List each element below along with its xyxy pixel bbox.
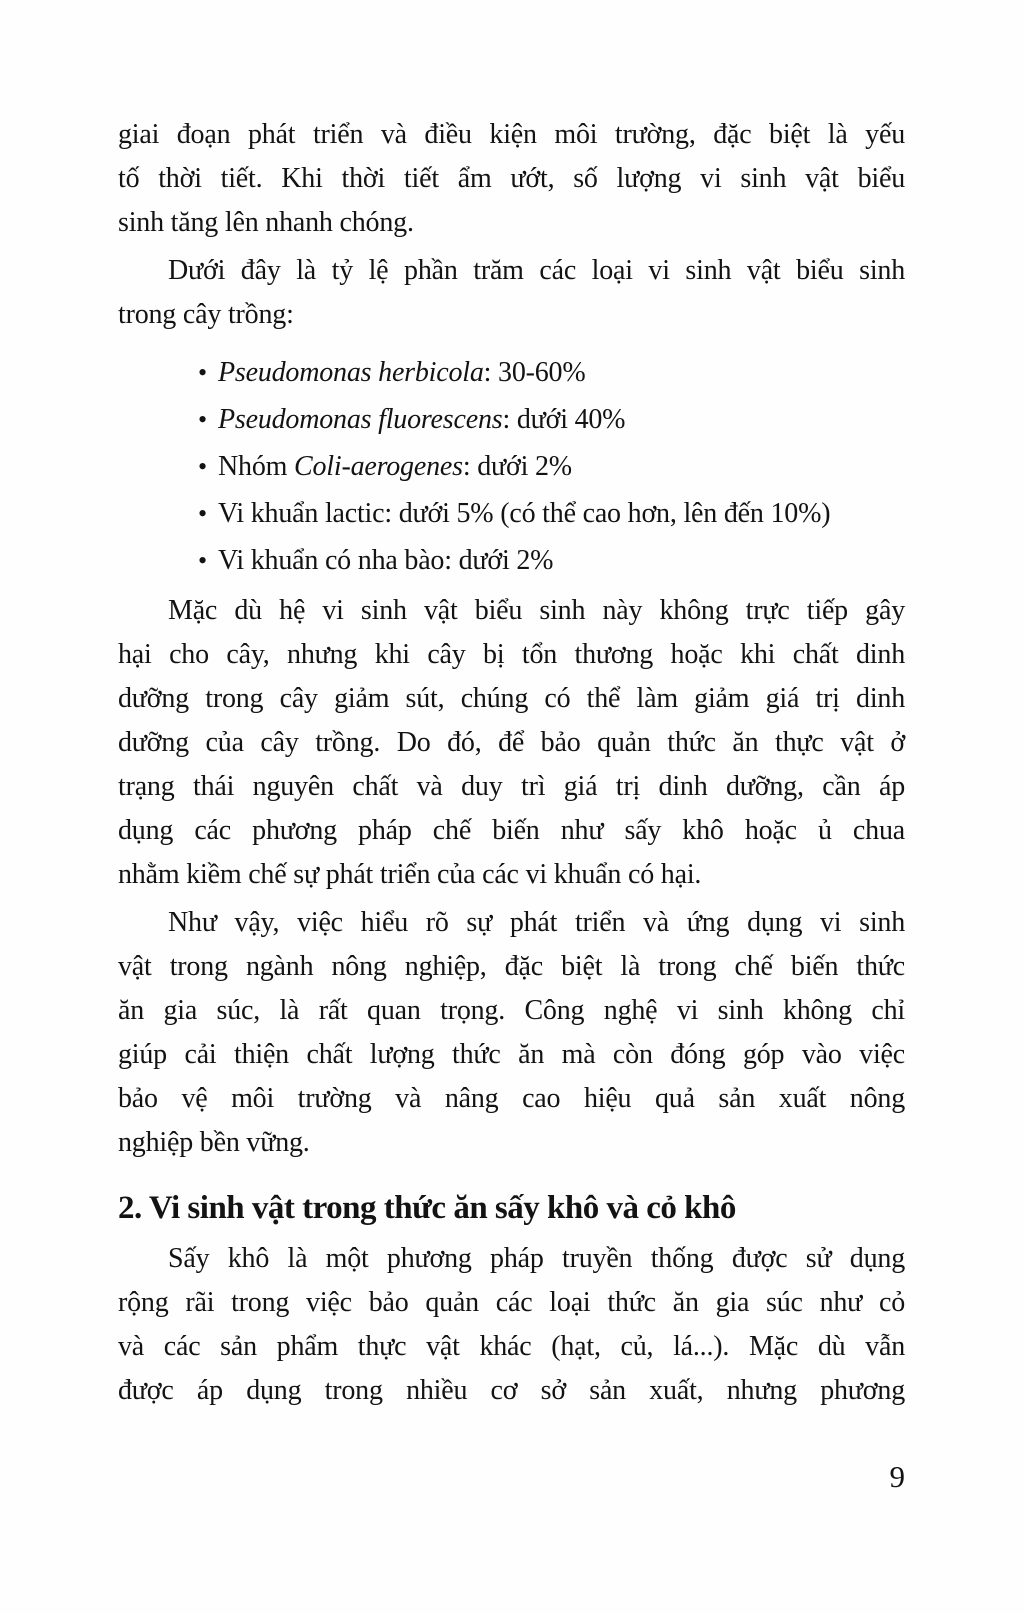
paragraph-4: [118, 901, 905, 1165]
list-item-text-pre: Vi khuẩn có nha bào: dưới 2%: [218, 545, 554, 576]
bullet-icon: •: [198, 546, 207, 575]
text-line: tố thời tiết. Khi thời tiết ẩm ướt, số lượng vi sinh vật biểu: [118, 163, 905, 194]
list-item-text-post: : dưới 40%: [502, 404, 626, 435]
paragraph-3: [118, 589, 905, 897]
text-line: nhằm kiềm chế sự phát triển của các vi khuẩn có hại.: [118, 859, 702, 890]
list-item-text-pre: Vi khuẩn lactic: dưới 5% (có thể cao hơn, lên đến 10%): [218, 498, 831, 529]
text-line: giai đoạn phát triển và điều kiện môi trường, đặc biệt là yếu: [118, 119, 905, 150]
text-line: dưỡng trong cây giảm sút, chúng có thể làm giảm giá trị dinh: [118, 683, 905, 714]
text-line: trong cây trồng:: [118, 299, 294, 330]
text-line: dụng các phương pháp chế biến như sấy khô hoặc ủ chua: [118, 815, 905, 846]
text-line: rộng rãi trong việc bảo quản các loại thức ăn gia súc như cỏ: [118, 1287, 905, 1318]
species-name: Pseudomonas fluorescens: [218, 404, 503, 435]
text-line: sinh tăng lên nhanh chóng.: [118, 207, 414, 238]
species-name: Pseudomonas herbicola: [218, 357, 484, 388]
list-item: [118, 351, 905, 395]
text-line: dưỡng của cây trồng. Do đó, để bảo quản thức ăn thực vật ở: [118, 727, 905, 758]
paragraph-1: [118, 113, 905, 245]
text-line: Mặc dù hệ vi sinh vật biểu sinh này không trực tiếp gây: [168, 595, 905, 626]
text-line: được áp dụng trong nhiều cơ sở sản xuất, nhưng phương: [118, 1375, 905, 1406]
text-line: trạng thái nguyên chất và duy trì giá trị dinh dưỡng, cần áp: [118, 771, 905, 802]
paragraph-5: [118, 1237, 905, 1413]
text-line: bảo vệ môi trường và nâng cao hiệu quả sản xuất nông: [118, 1083, 905, 1114]
text-line: vật trong ngành nông nghiệp, đặc biệt là trong chế biến thức: [118, 951, 905, 982]
list-item-text-pre: Nhóm: [218, 451, 295, 482]
text-line: Sấy khô là một phương pháp truyền thống được sử dụng: [168, 1243, 905, 1274]
list-item: [118, 398, 905, 442]
page-number: 9: [889, 1459, 905, 1494]
text-line: nghiệp bền vững.: [118, 1127, 310, 1158]
paragraph-2: [118, 249, 905, 337]
microorganism-percentage-list: [118, 351, 905, 583]
text-line: Như vậy, việc hiểu rõ sự phát triển và ứng dụng vi sinh: [168, 907, 905, 938]
text-line: Dưới đây là tỷ lệ phần trăm các loại vi sinh vật biểu sinh: [168, 255, 905, 286]
section-heading: 2. Vi sinh vật trong thức ăn sấy khô và cỏ khô: [118, 1190, 736, 1226]
bullet-icon: •: [198, 452, 207, 481]
list-item-text-post: : 30-60%: [483, 357, 586, 388]
list-item: [118, 445, 905, 489]
species-name: Coli-aerogenes: [294, 451, 463, 482]
bullet-icon: •: [198, 358, 207, 387]
bullet-icon: •: [198, 405, 207, 434]
text-column: [118, 0, 905, 1417]
list-item-text-post: : dưới 2%: [462, 451, 572, 482]
text-line: giúp cải thiện chất lượng thức ăn mà còn đóng góp vào việc: [118, 1039, 905, 1070]
text-line: hại cho cây, nhưng khi cây bị tổn thương hoặc khi chất dinh: [118, 639, 905, 670]
text-line: ăn gia súc, là rất quan trọng. Công nghệ vi sinh không chỉ: [118, 995, 905, 1026]
bullet-icon: •: [198, 499, 207, 528]
text-line: và các sản phẩm thực vật khác (hạt, củ, lá...). Mặc dù vẫn: [118, 1331, 905, 1362]
list-item: [118, 539, 905, 583]
list-item: [118, 492, 905, 536]
